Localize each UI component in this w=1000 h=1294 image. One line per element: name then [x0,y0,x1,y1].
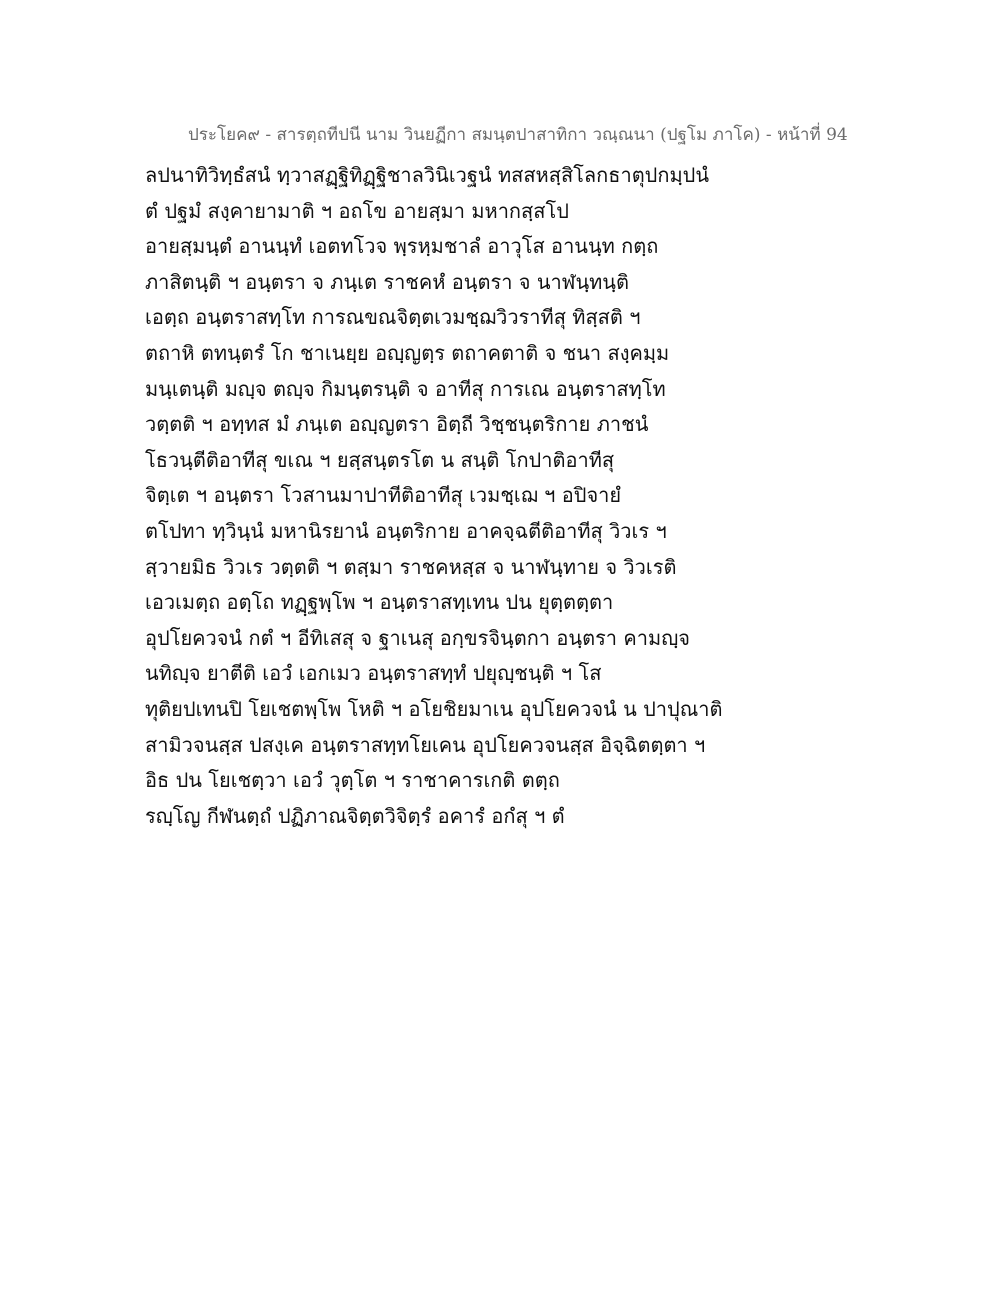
text-line: ภาสิตนฺติ ฯ อนฺตรา จ ภนฺเต ราชคหํ อนฺตรา จ นาฬนฺทนฺติ [145,269,629,294]
text-line: อุปโยควจนํ กตํ ฯ อีทิเสสุ จ ฐาเนสุ อกฺขรจินฺตกา อนฺตรา คามญฺจ [145,625,690,650]
text-line: เอตฺถ อนฺตราสทฺโท การณขณจิตฺตเวมชฺฌวิวราทีสุ ทิสฺสติ ฯ [145,305,641,330]
text-line: ลปนาทิวิทฺธํสนํ ทฺวาสฏฺฐิทิฏฺฐิชาลวินิเวฐนํ ทสสหสฺสิโลกธาตุปกมฺปนํ [145,163,710,187]
text-line: สามิวจนสฺส ปสงฺเค อนฺตราสทฺทโยเคน อุปโยควจนสฺส อิจฺฉิตตฺตา ฯ [145,732,706,757]
text-line: ตํ ปฐมํ สงฺคายามาติ ฯ อถโข อายสฺมา มหากสฺสโป [145,198,569,223]
page-header: ประโยค๙ - สารตฺถทีปนี นาม วินยฏีกา สมนฺตปาสาทิกา วณฺณนา (ปฐโม ภาโค) - หน้าที่ 94 [188,125,848,145]
text-line: นทิญฺจ ยาตีติ เอวํ เอกเมว อนฺตราสทฺทํ ปยุญฺชนฺติ ฯ โส [145,661,602,686]
text-line: จิตฺเต ฯ อนฺตรา โวสานมาปาทีติอาทีสุ เวมชฺเฌ ฯ อปิจายํ [145,483,622,508]
text-line: ทุติยปเทนปิ โยเชตพฺโพ โหติ ฯ อโยชิยมาเน อุปโยควจนํ น ปาปุณาติ [145,696,723,721]
text-line: โธวนฺตีติอาทีสุ ขเณ ฯ ยสฺสนฺตรโต น สนฺติ โกปาติอาทีสุ [145,447,615,472]
text-line: วตฺตติ ฯ อทฺทส มํ ภนฺเต อญฺญตรา อิตฺถี วิชฺชนฺตริกาย ภาชนํ [145,412,649,437]
text-line: ตโปทา ทฺวินฺนํ มหานิรยานํ อนฺตริกาย อาคจฺฉตีติอาทีสุ วิวเร ฯ [145,518,667,543]
body-text [145,158,885,834]
text-line: ตถาหิ ตทนฺตรํ โก ชาเนยฺย อญฺญตฺร ตถาคตาติ จ ชนา สงฺคมฺม [145,340,670,365]
text-line: อายสฺมนฺตํ อานนฺทํ เอตทโวจ พฺรหฺมชาลํ อาวุโส อานนฺท กตฺถ [145,234,659,259]
text-line: อิธ ปน โยเชตฺวา เอวํ วุตฺโต ฯ ราชาคารเกติ ตตฺถ [145,768,560,793]
text-line: สฺวายมิธ วิวเร วตฺตติ ฯ ตสฺมา ราชคหสฺส จ นาฬนฺทาย จ วิวเรติ [145,554,677,579]
text-line: มนฺเตนฺติ มญฺจ ตญฺจ กิมนฺตรนฺติ จ อาทีสุ การเณ อนฺตราสทฺโท [145,376,666,401]
text-line: รญฺโญ กีฬนตฺถํ ปฏิภาณจิตฺตวิจิตฺรํ อคารํ อกํสุ ฯ ตํ [145,803,565,828]
text-line: เอวเมตฺถ อตฺโถ ทฏฺฐพฺโพ ฯ อนฺตราสทฺเทน ปน ยุตฺตตฺตา [145,590,614,615]
